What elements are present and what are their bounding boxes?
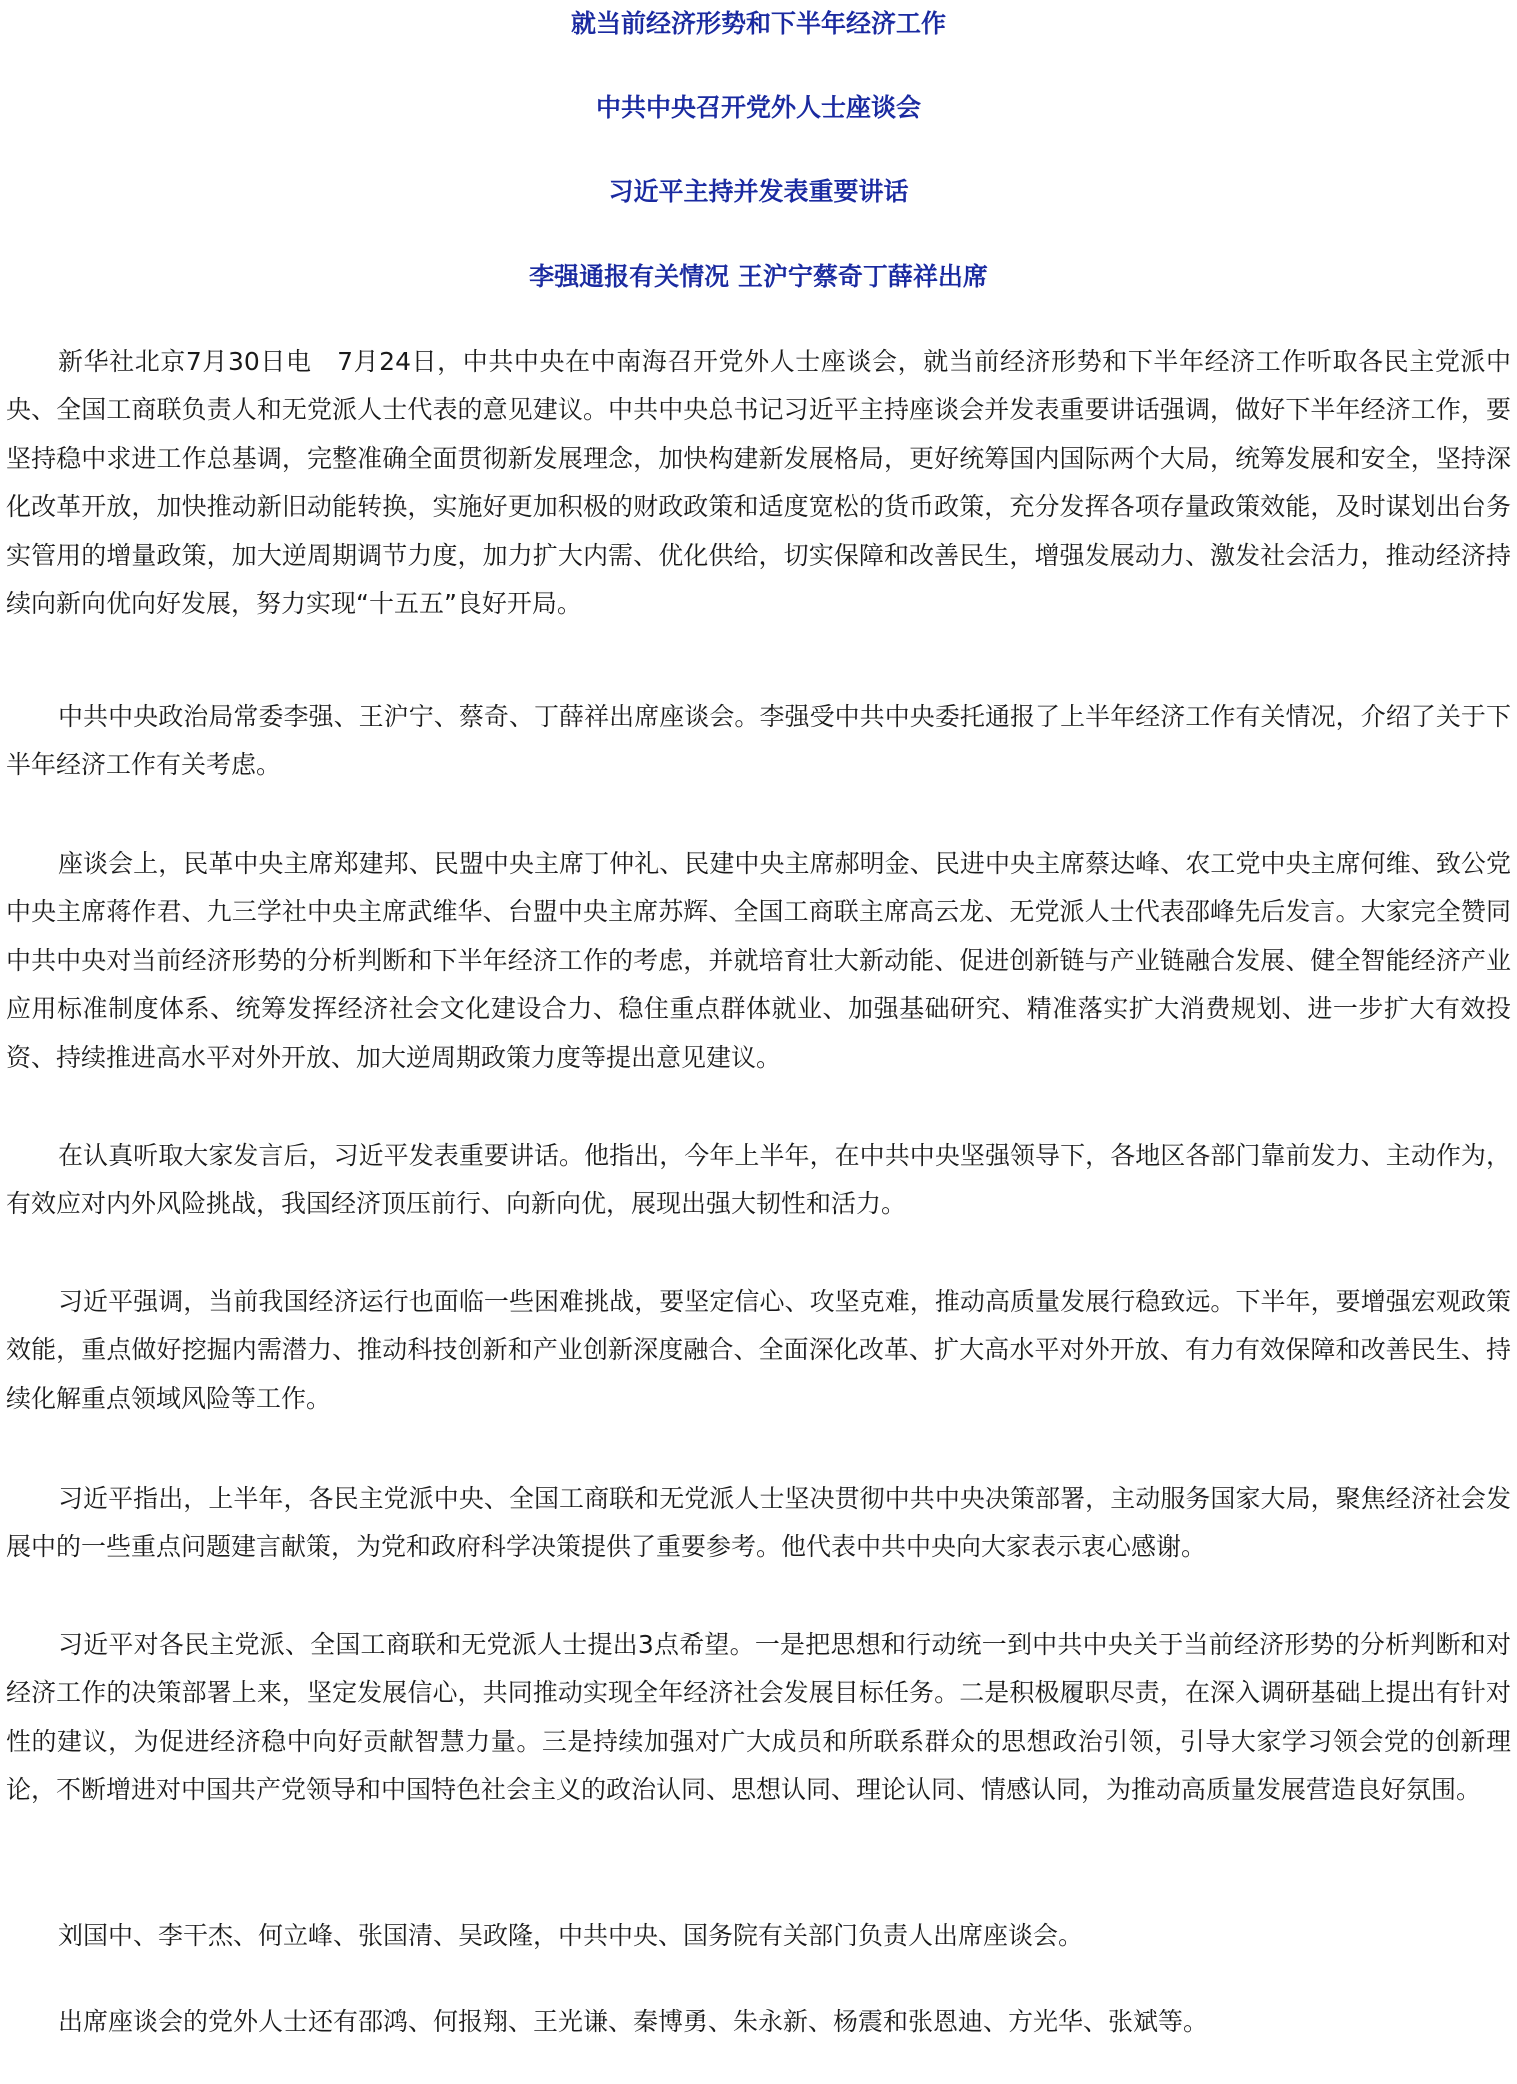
headline-attendees: 李强通报有关情况 王沪宁蔡奇丁薛祥出席 <box>529 262 988 291</box>
headline-host: 习近平主持并发表重要讲话 <box>608 177 909 206</box>
headline-topic: 就当前经济形势和下半年经济工作 <box>570 9 946 38</box>
headline-main: 中共中央召开党外人士座谈会 <box>595 93 921 122</box>
paragraph-thanks: 习近平指出，上半年，各民主党派中央、全国工商联和无党派人士坚决贯彻中共中央决策部署，主动服务国家大局，聚焦经济社会发展中的一些重点问题建言献策，为党和政府科学决策提供了重要参考。他代表中共中央向大家表示衷心感谢。 <box>6 1484 1511 1562</box>
paragraph-three-hopes: 习近平对各民主党派、全国工商联和无党派人士提出3点希望。一是把思想和行动统一到中共中央关于当前经济形势的分析判断和对经济工作的决策部署上来，坚定发展信心，共同推动实现全年经济社会发展目标任务。二是积极履职尽责，在深入调研基础上提出有针对性的建议，为促进经济稳中向好贡献智慧力量。三是持续加强对广大成员和所联系群众的思想政治引领，引导大家学习领会党的创新理论，不断增进对中国共产党领导和中国特色社会主义的政治认同、思想认同、理论认同、情感认同，为推动高质量发展营造良好氛围。 <box>6 1630 1511 1805</box>
paragraph-speakers: 座谈会上，民革中央主席郑建邦、民盟中央主席丁仲礼、民建中央主席郝明金、民进中央主席蔡达峰、农工党中央主席何维、致公党中央主席蒋作君、九三学社中央主席武维华、台盟中央主席苏辉、全国工商联主席高云龙、无党派人士代表邵峰先后发言。大家完全赞同中共中央对当前经济形势的分析判断和下半年经济工作的考虑，并就培育壮大新动能、促进创新链与产业链融合发展、健全智能经济产业应用标准制度体系、统筹发挥经济社会文化建设合力、稳住重点群体就业、加强基础研究、精准落实扩大消费规划、进一步扩大有效投资、持续推进高水平对外开放、加大逆周期政策力度等提出意见建议。 <box>6 849 1511 1072</box>
paragraph-standing-committee: 中共中央政治局常委李强、王沪宁、蔡奇、丁薛祥出席座谈会。李强受中共中央委托通报了上半年经济工作有关情况，介绍了关于下半年经济工作有关考虑。 <box>6 702 1511 780</box>
paragraph-speech-intro: 在认真听取大家发言后，习近平发表重要讲话。他指出，今年上半年，在中共中央坚强领导下，各地区各部门靠前发力、主动作为，有效应对内外风险挑战，我国经济顶压前行、向新向优，展现出强大韧性和活力。 <box>6 1141 1511 1219</box>
paragraph-officials: 刘国中、李干杰、何立峰、张国清、吴政隆，中共中央、国务院有关部门负责人出席座谈会。 <box>58 1921 1084 1950</box>
paragraph-challenges: 习近平强调，当前我国经济运行也面临一些困难挑战，要坚定信心、攻坚克难，推动高质量发展行稳致远。下半年，要增强宏观政策效能，重点做好挖掘内需潜力、推动科技创新和产业创新深度融合、全面深化改革、扩大高水平对外开放、有力有效保障和改善民生、持续化解重点领域风险等工作。 <box>6 1287 1511 1413</box>
paragraph-non-party: 出席座谈会的党外人士还有邵鸿、何报翔、王光谦、秦博勇、朱永新、杨震和张恩迪、方光华、张斌等。 <box>58 2007 1209 2036</box>
paragraph-lead: 新华社北京7月30日电 7月24日，中共中央在中南海召开党外人士座谈会，就当前经济形势和下半年经济工作听取各民主党派中央、全国工商联负责人和无党派人士代表的意见建议。中共中央总书记习近平主持座谈会并发表重要讲话强调，做好下半年经济工作，要坚持稳中求进工作总基调，完整准确全面贯彻新发展理念，加快构建新发展格局，更好统筹国内国际两个大局，统筹发展和安全，坚持深化改革开放，加快推动新旧动能转换，实施好更加积极的财政政策和适度宽松的货币政策，充分发挥各项存量政策效能，及时谋划出台务实管用的增量政策，加大逆周期调节力度，加力扩大内需、优化供给，切实保障和改善民生，增强发展动力、激发社会活力，推动经济持续向新向优向好发展，努力实现“十五五”良好开局。 <box>6 347 1511 619</box>
